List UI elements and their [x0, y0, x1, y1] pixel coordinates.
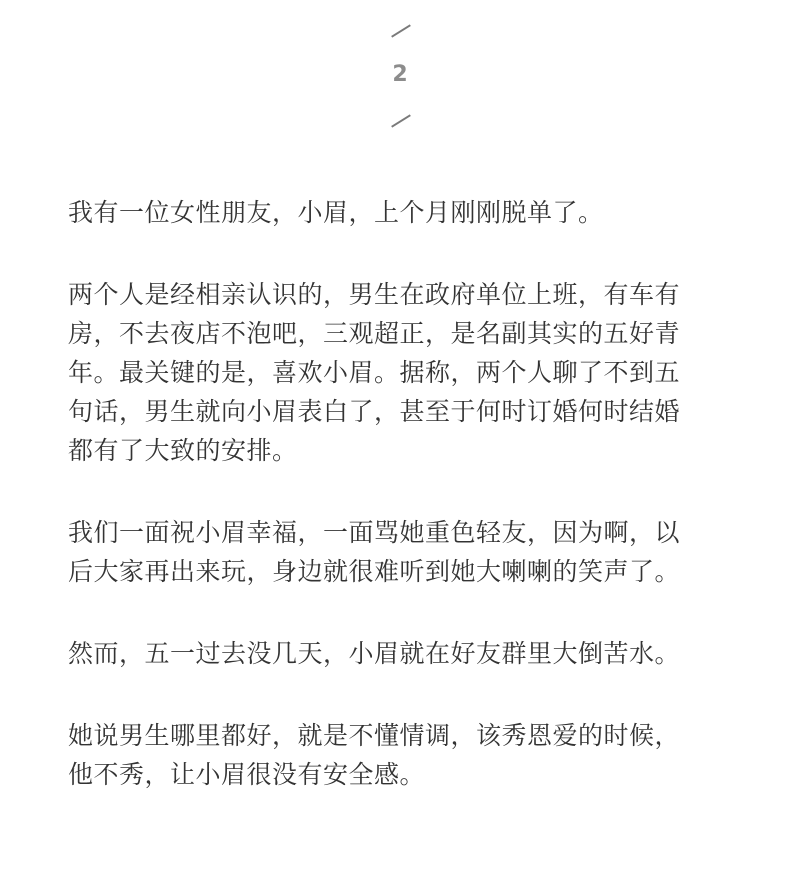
- paragraph-line: 后大家再出来玩，身边就很难听到她大喇喇的笑声了。: [68, 557, 681, 586]
- paragraph-line: 她说男生哪里都好，就是不懂情调，该秀恩爱的时候，: [68, 721, 681, 750]
- paragraph-line: 然而，五一过去没几天，小眉就在好友群里大倒苦水。: [68, 639, 681, 668]
- paragraph-line: 年。最关键的是，喜欢小眉。据称，两个人聊了不到五: [68, 358, 681, 387]
- paragraph-line: 都有了大致的安排。: [68, 436, 298, 465]
- paragraph-line: 我们一面祝小眉幸福，一面骂她重色轻友，因为啊，以: [68, 518, 681, 547]
- paragraph: [68, 513, 738, 591]
- paragraph: [68, 193, 738, 232]
- paragraph-line: 两个人是经相亲认识的，男生在政府单位上班，有车有: [68, 280, 681, 309]
- paragraph: [68, 275, 738, 470]
- paragraph-line: 句话，男生就向小眉表白了，甚至于何时订婚何时结婚: [68, 397, 681, 426]
- divider-slash-bottom: [391, 114, 411, 127]
- divider-slash-top: [391, 24, 411, 37]
- article-body: [68, 193, 738, 837]
- paragraph-line: 他不秀，让小眉很没有安全感。: [68, 760, 426, 789]
- section-marker: [0, 0, 800, 140]
- paragraph-line: 我有一位女性朋友，小眉，上个月刚刚脱单了。: [68, 198, 604, 227]
- paragraph: [68, 716, 738, 794]
- section-number: 2: [392, 62, 408, 87]
- paragraph: [68, 634, 738, 673]
- paragraph-line: 房，不去夜店不泡吧，三观超正，是名副其实的五好青: [68, 319, 681, 348]
